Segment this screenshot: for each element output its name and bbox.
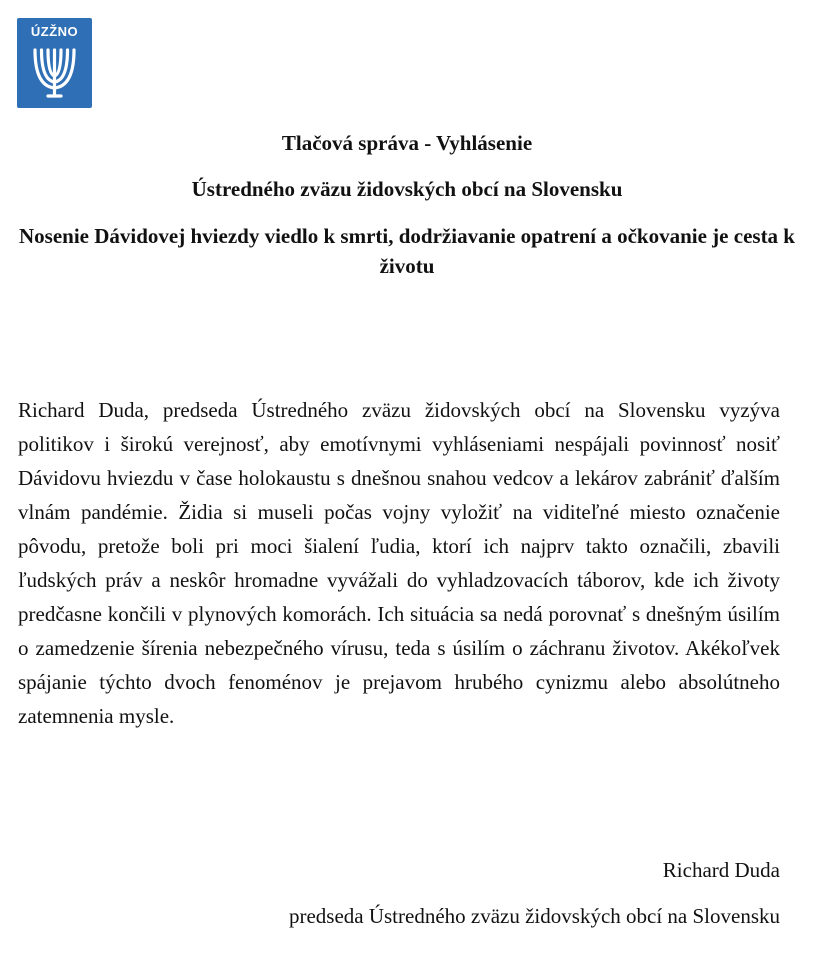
headline: Nosenie Dávidovej hviezdy viedlo k smrti, dodržiavanie opatrení a očkovanie je cesta k životu <box>19 224 795 278</box>
uzzno-logo <box>17 18 92 108</box>
signature-role: predseda Ústredného zväzu židovských obcí na Slovensku <box>288 904 780 928</box>
signature-name: Richard Duda <box>662 858 780 882</box>
press-release-title: Tlačová správa - Vyhlásenie <box>281 131 533 155</box>
organization-title: Ústredného zväzu židovských obcí na Slovensku <box>191 177 623 201</box>
menorah-icon <box>29 44 80 100</box>
statement-paragraph: Richard Duda, predseda Ústredného zväzu židovských obcí na Slovensku vyzýva politikov i širokú verejnosť, aby emotívnymi vyhláseniami nespájali povinnosť nosiť Dávidovu hviezdu v čase holokaustu s dnešnou snahou vedcov a lekárov zabrániť ďalším vlnám pandémie. Židia si museli počas vojny vyložiť na viditeľné miesto označenie pôvodu, pretože boli pri moci šialení ľudia, ktorí ich najprv takto označili, zbavili ľudských práv a neskôr hromadne vyvážali do vyhladzovacích táborov, kde ich životy predčasne končili v plynových komorách. Ich situácia sa nedá porovnať s dnešným úsilím o zamedzenie šírenia nebezpečného vírusu, teda s úsilím o záchranu životov. Akékoľvek spájanie týchto dvoch fenoménov je prejavom hrubého cynizmu alebo absolútneho zatemnenia mysle. <box>18 398 780 728</box>
logo-text: ÚZŽNO <box>30 24 79 39</box>
